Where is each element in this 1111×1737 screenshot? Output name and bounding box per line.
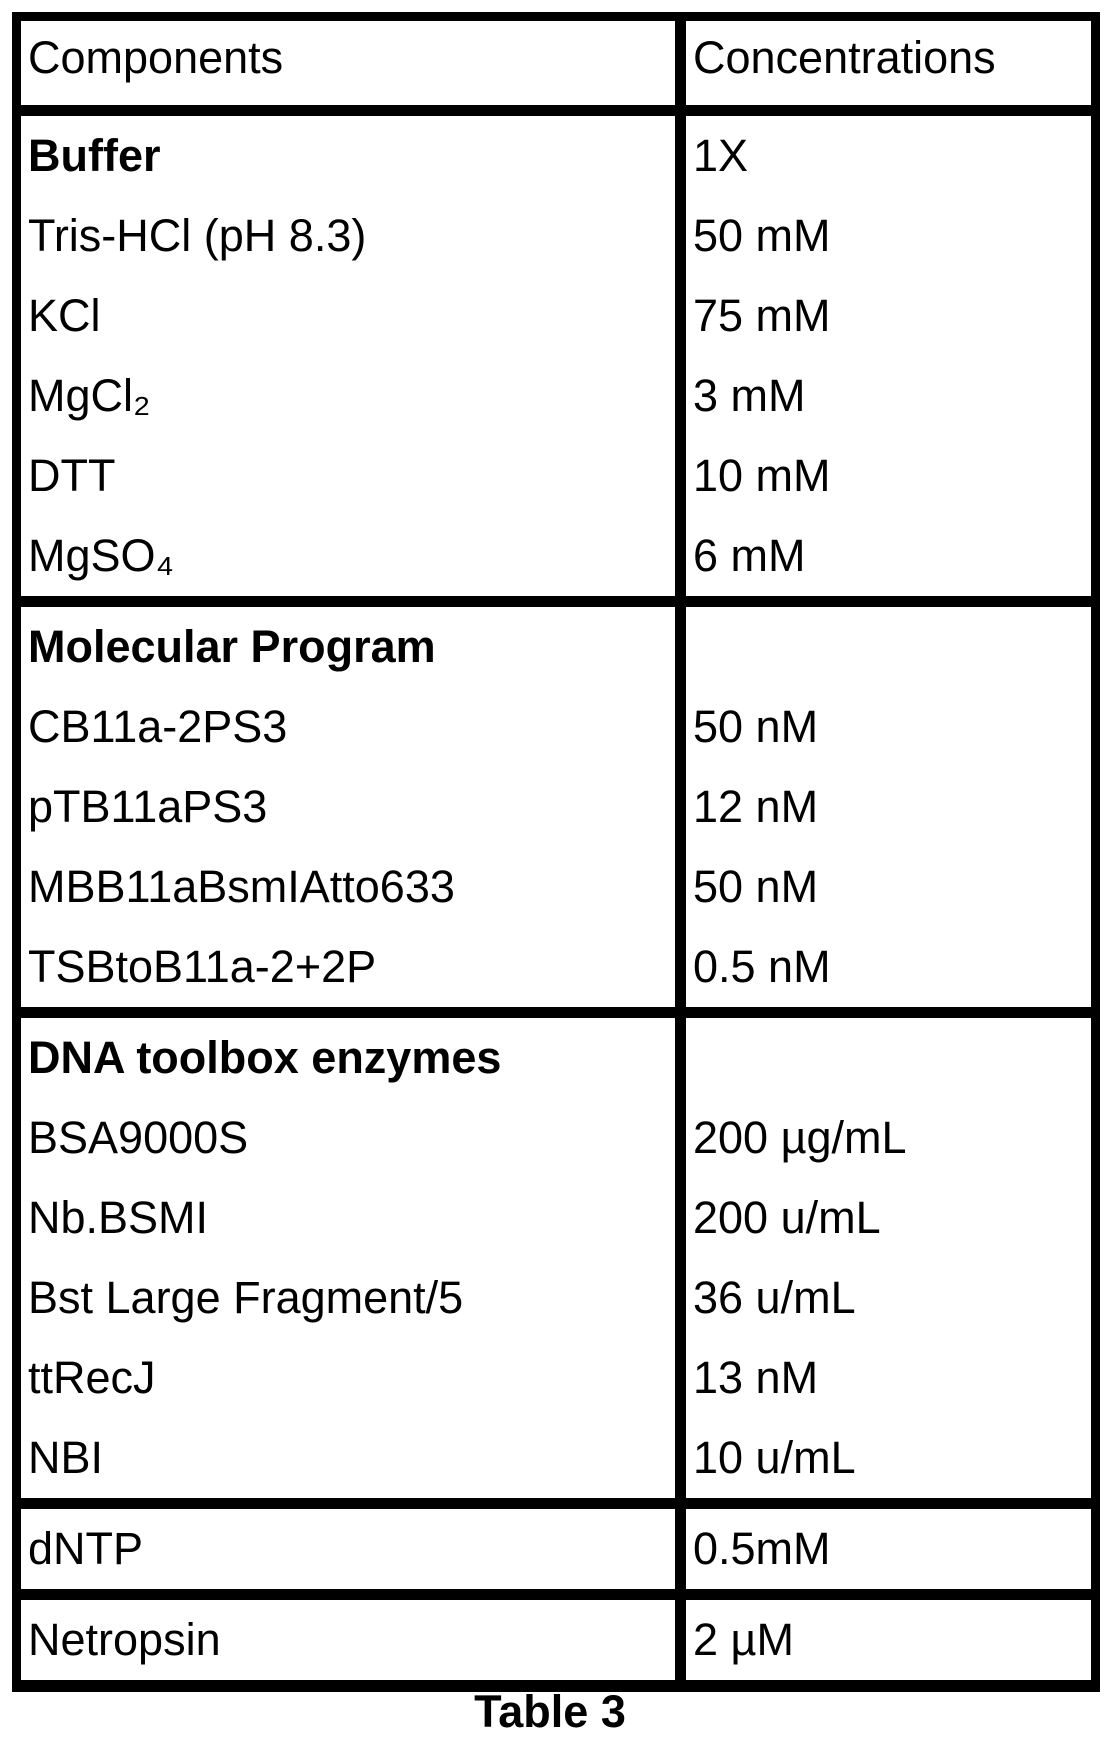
concentration-cell: 1X [693, 130, 749, 181]
column-header-components: Components [28, 32, 284, 83]
concentration-cell: 200 µg/mL [693, 1112, 907, 1163]
component-cell: dNTP [28, 1523, 144, 1574]
concentration-cell: 50 nM [693, 701, 819, 752]
concentration-cell: 36 u/mL [693, 1272, 856, 1323]
concentration-cell: 50 mM [693, 210, 831, 261]
concentration-cell [693, 1018, 1091, 1098]
component-cell: Molecular Program [28, 621, 436, 672]
concentrations-column [686, 1509, 1091, 1589]
concentration-cell: 50 nM [693, 861, 819, 912]
component-cell: Buffer [28, 130, 161, 181]
table-section [21, 596, 1091, 1007]
concentration-cell: 10 mM [693, 450, 831, 501]
components-table [12, 12, 1100, 1692]
concentration-cell: 200 u/mL [693, 1192, 881, 1243]
component-cell: Netropsin [28, 1614, 221, 1665]
concentrations-column [686, 116, 1091, 596]
concentrations-column [686, 1018, 1091, 1498]
table-caption: Table 3 [474, 1686, 626, 1737]
concentration-cell [693, 607, 1091, 687]
component-cell: NBI [28, 1432, 104, 1483]
column-header-concentrations: Concentrations [693, 32, 996, 83]
concentration-cell: 12 nM [693, 781, 819, 832]
table-section [21, 105, 1091, 596]
component-cell: KCl [28, 290, 101, 341]
column-divider [675, 1509, 686, 1589]
component-cell: pTB11aPS3 [28, 781, 268, 832]
table-header-row [21, 21, 1091, 105]
concentration-cell: 13 nM [693, 1352, 819, 1403]
column-divider [675, 1600, 686, 1680]
table-section [21, 1589, 1091, 1680]
components-column [21, 1600, 675, 1680]
concentration-cell: 6 mM [693, 530, 806, 581]
components-column [21, 607, 675, 1007]
component-cell: BSA9000S [28, 1112, 249, 1163]
concentration-cell: 10 u/mL [693, 1432, 856, 1483]
component-cell: DTT [28, 450, 116, 501]
component-cell: DNA toolbox enzymes [28, 1032, 502, 1083]
component-cell: CB11a-2PS3 [28, 701, 288, 752]
component-cell: MgCl₂ [28, 370, 151, 421]
components-column [21, 1509, 675, 1589]
concentrations-column [686, 1600, 1091, 1680]
component-cell: TSBtoB11a-2+2P [28, 941, 377, 992]
concentration-cell: 3 mM [693, 370, 806, 421]
table-section [21, 1007, 1091, 1498]
components-column [21, 1018, 675, 1498]
component-cell: Nb.BSMI [28, 1192, 209, 1243]
column-divider [675, 1018, 686, 1498]
concentration-cell: 0.5 nM [693, 941, 831, 992]
column-divider [675, 607, 686, 1007]
concentrations-column [686, 607, 1091, 1007]
component-cell: Bst Large Fragment/5 [28, 1272, 464, 1323]
component-cell: Tris-HCl (pH 8.3) [28, 210, 367, 261]
concentration-cell: 75 mM [693, 290, 831, 341]
component-cell: MBB11aBsmIAtto633 [28, 861, 455, 912]
table-section [21, 1498, 1091, 1589]
component-cell: MgSO₄ [28, 530, 174, 581]
components-column [21, 116, 675, 596]
column-divider [675, 116, 686, 596]
concentration-cell: 0.5mM [693, 1523, 831, 1574]
component-cell: ttRecJ [28, 1352, 156, 1403]
concentration-cell: 2 µM [693, 1614, 794, 1665]
column-divider [675, 21, 686, 105]
